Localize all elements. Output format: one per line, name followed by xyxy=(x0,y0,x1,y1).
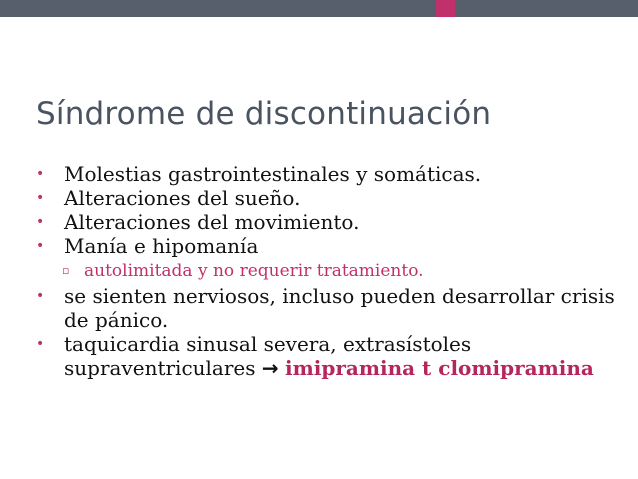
bullet-text: se sienten nerviosos, incluso pueden desarrollar crisis de pánico. xyxy=(64,284,615,332)
bullet-text: Alteraciones del sueño. xyxy=(64,186,301,210)
bullet-icon: • xyxy=(36,238,45,254)
bullet-item xyxy=(36,186,616,210)
bullet-item xyxy=(36,234,616,258)
header-bar xyxy=(0,0,638,17)
header-bar-accent xyxy=(436,0,455,17)
sub-bullet-item xyxy=(36,260,616,282)
bullet-text: Alteraciones del movimiento. xyxy=(64,210,360,234)
sub-bullet-text: autolimitada y no requerir tratamiento. xyxy=(84,261,424,281)
drug-highlight: imipramina t clomipramina xyxy=(285,356,594,380)
bullet-item xyxy=(36,284,616,332)
slide-title: Síndrome de discontinuación xyxy=(36,96,492,132)
bullet-icon: • xyxy=(36,190,45,206)
bullet-item xyxy=(36,332,616,380)
arrow-icon: → xyxy=(261,356,279,380)
bullet-item xyxy=(36,162,616,186)
bullet-list xyxy=(36,162,616,380)
bullet-text: Manía e hipomanía xyxy=(64,234,259,258)
sub-bullet-icon: ▫ xyxy=(62,264,70,277)
bullet-text: Molestias gastrointestinales y somáticas. xyxy=(64,162,482,186)
header-bar-left xyxy=(0,0,436,17)
bullet-icon: • xyxy=(36,288,45,304)
header-bar-right xyxy=(455,0,638,17)
bullet-text: taquicardia sinusal severa, extrasístoles supraventriculares xyxy=(64,332,472,380)
bullet-item xyxy=(36,210,616,234)
bullet-icon: • xyxy=(36,166,45,182)
bullet-icon: • xyxy=(36,214,45,230)
bullet-icon: • xyxy=(36,336,45,352)
